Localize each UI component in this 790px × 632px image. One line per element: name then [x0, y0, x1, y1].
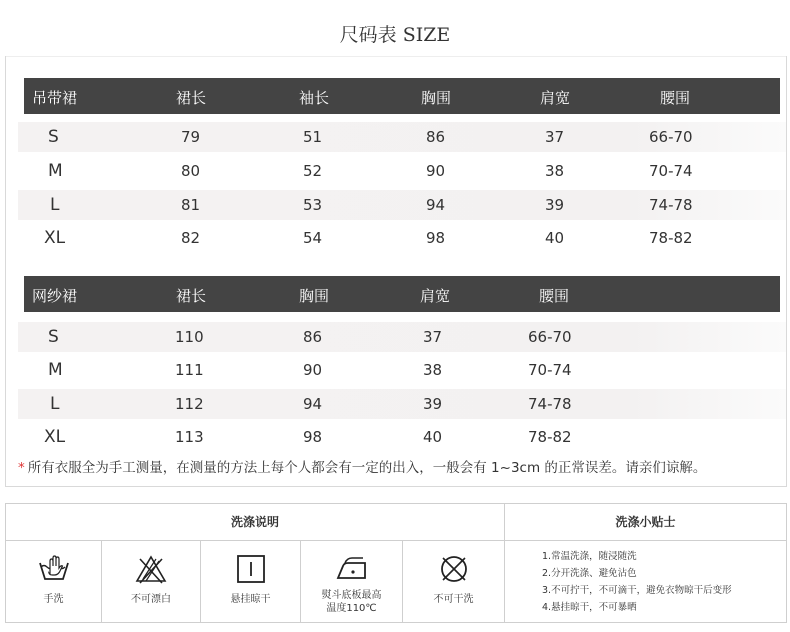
- length-cell: 79: [181, 128, 201, 146]
- note-asterisk: *: [18, 460, 25, 476]
- table-row: [18, 190, 786, 220]
- shoulder-cell: 38: [423, 361, 443, 379]
- size-cell: S: [48, 327, 59, 347]
- care-item-iron: [301, 541, 403, 622]
- table1-header-shoulder: 肩宽: [540, 89, 571, 107]
- waist-cell: 74-78: [528, 395, 572, 413]
- list-item: 2.分开洗涤、避免沾色: [542, 568, 637, 579]
- size-cell: M: [48, 360, 63, 380]
- bust-cell: 90: [303, 361, 323, 379]
- table-row: [18, 223, 786, 253]
- table-row: [18, 156, 786, 186]
- bust-cell: 94: [426, 196, 446, 214]
- table2-header-name: 网纱裙: [32, 287, 78, 305]
- shoulder-cell: 40: [423, 428, 443, 446]
- bust-cell: 86: [426, 128, 446, 146]
- shoulder-cell: 39: [423, 395, 443, 413]
- length-cell: 81: [181, 196, 201, 214]
- care-label: 不可干洗: [433, 594, 474, 605]
- waist-cell: 70-74: [649, 162, 693, 180]
- table-row: [18, 389, 786, 419]
- shoulder-cell: 38: [545, 162, 565, 180]
- note-text: 所有衣服全为手工测量，在测量的方法上每个人都会有一定的出入，一般会有 1~3cm 的正常误差。请亲们谅解。: [27, 460, 707, 476]
- table-row: [18, 322, 786, 352]
- care-label: [301, 589, 402, 615]
- bust-cell: 86: [303, 328, 323, 346]
- table1-header-length: 裙长: [176, 89, 207, 107]
- table2-header-length: 裙长: [176, 287, 207, 305]
- table1-header-waist: 腰围: [660, 89, 691, 107]
- shoulder-cell: 40: [545, 229, 565, 247]
- care-divider: [504, 504, 505, 622]
- waist-cell: 70-74: [528, 361, 572, 379]
- waist-cell: 78-82: [649, 229, 693, 247]
- care-item-hand-wash: [6, 541, 102, 622]
- no-dry-clean-icon: [437, 552, 471, 586]
- waist-cell: 66-70: [528, 328, 572, 346]
- care-item-no-bleach: [102, 541, 201, 622]
- care-item-hang-dry: [201, 541, 301, 622]
- page-title: 尺码表 SIZE: [339, 24, 451, 46]
- size-cell: S: [48, 127, 59, 147]
- table1-header-bust: 胸围: [421, 89, 452, 107]
- waist-cell: 74-78: [649, 196, 693, 214]
- care-tips-list: [542, 548, 732, 616]
- length-cell: 113: [175, 428, 204, 446]
- hand-wash-icon: [37, 552, 71, 586]
- care-panel: [5, 503, 787, 623]
- table-row: [18, 422, 786, 452]
- care-label: 悬挂晾干: [230, 594, 271, 605]
- bust-cell: 90: [426, 162, 446, 180]
- table2-header-waist: 腰围: [539, 287, 570, 305]
- sleeve-cell: 52: [303, 162, 323, 180]
- measurement-note: [18, 456, 706, 476]
- length-cell: 80: [181, 162, 201, 180]
- care-label: 不可漂白: [131, 594, 171, 605]
- size-cell: XL: [44, 427, 66, 447]
- care-label-line2: 温度110℃: [326, 603, 377, 614]
- length-cell: 111: [175, 361, 204, 379]
- size-cell: M: [48, 161, 63, 181]
- length-cell: 82: [181, 229, 201, 247]
- table2-header: [24, 276, 780, 312]
- care-label-line1: 熨斗底板最高: [321, 590, 382, 601]
- shoulder-cell: 37: [545, 128, 565, 146]
- size-cell: XL: [44, 228, 66, 248]
- size-cell: L: [50, 195, 60, 215]
- shoulder-cell: 39: [545, 196, 565, 214]
- shoulder-cell: 37: [423, 328, 443, 346]
- table1-header-sleeve: 袖长: [299, 89, 330, 107]
- table2-header-bust: 胸围: [299, 287, 330, 305]
- waist-cell: 66-70: [649, 128, 693, 146]
- care-label: 手洗: [43, 594, 64, 605]
- table1-header: [24, 78, 780, 114]
- sleeve-cell: 54: [303, 229, 323, 247]
- length-cell: 110: [175, 328, 204, 346]
- length-cell: 112: [175, 395, 204, 413]
- list-item: 1.常温洗涤，随浸随洗: [542, 551, 637, 562]
- size-chart-panel: [5, 56, 787, 487]
- bust-cell: 98: [303, 428, 323, 446]
- table2-header-shoulder: 肩宽: [420, 287, 451, 305]
- table-row: [18, 355, 786, 385]
- size-cell: L: [50, 394, 60, 414]
- waist-cell: 78-82: [528, 428, 572, 446]
- bust-cell: 98: [426, 229, 446, 247]
- hang-dry-icon: [234, 552, 268, 586]
- table-row: [18, 122, 786, 152]
- bust-cell: 94: [303, 395, 323, 413]
- table1-header-name: 吊带裙: [32, 89, 78, 107]
- no-bleach-icon: [134, 552, 168, 586]
- list-item: 3.不可拧干，不可滴干，避免衣物晾干后变形: [542, 585, 732, 596]
- sleeve-cell: 53: [303, 196, 323, 214]
- list-item: 4.悬挂晾干，不可暴晒: [542, 602, 637, 613]
- iron-icon: [335, 552, 369, 586]
- care-tips-title: 洗涤小贴士: [505, 504, 786, 541]
- sleeve-cell: 51: [303, 128, 323, 146]
- care-item-no-dry-clean: [403, 541, 504, 622]
- care-instructions-title: 洗涤说明: [6, 504, 504, 541]
